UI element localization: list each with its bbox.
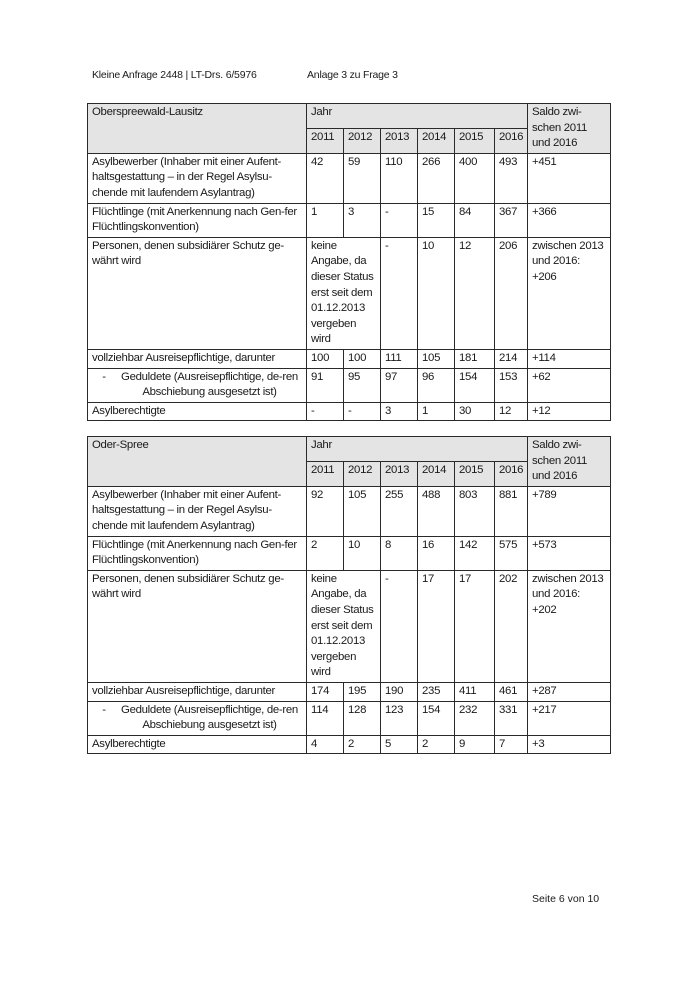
row-label: Asylberechtigte xyxy=(88,735,307,754)
saldo-cell: +114 xyxy=(528,349,611,368)
row-label: vollziehbar Ausreisepflichtige, darunter xyxy=(88,349,307,368)
year-header: 2012 xyxy=(344,128,381,153)
data-cell: 16 xyxy=(418,536,455,570)
data-cell: 12 xyxy=(495,402,528,421)
data-cell: 255 xyxy=(381,486,418,536)
status-note: keine Angabe, da dieser Status erst seit dem 01.12.2013 vergeben wird xyxy=(307,570,381,682)
year-header: 2016 xyxy=(495,461,528,486)
year-header: 2011 xyxy=(307,128,344,153)
data-cell: 4 xyxy=(307,735,344,754)
list-dash: - xyxy=(102,370,106,383)
data-cell: 235 xyxy=(418,682,455,701)
row-label: vollziehbar Ausreisepflichtige, darunter xyxy=(88,682,307,701)
data-cell: 30 xyxy=(455,402,495,421)
data-cell: 400 xyxy=(455,153,495,203)
year-group-header: Jahr xyxy=(307,104,528,129)
data-cell: 266 xyxy=(418,153,455,203)
saldo-cell: +789 xyxy=(528,486,611,536)
data-cell: 5 xyxy=(381,735,418,754)
data-cell: 42 xyxy=(307,153,344,203)
data-cell: 114 xyxy=(307,701,344,735)
table-row xyxy=(88,536,611,570)
table-header-row xyxy=(88,104,611,129)
data-cell: 2 xyxy=(344,735,381,754)
data-cell: 153 xyxy=(495,368,528,402)
data-cell: 174 xyxy=(307,682,344,701)
data-cell: 10 xyxy=(344,536,381,570)
data-cell: - xyxy=(381,570,418,682)
data-cell: 154 xyxy=(418,701,455,735)
saldo-cell: +12 xyxy=(528,402,611,421)
year-header: 2013 xyxy=(381,128,418,153)
year-header: 2015 xyxy=(455,128,495,153)
table-row xyxy=(88,203,611,237)
table-row xyxy=(88,368,611,402)
data-cell: 9 xyxy=(455,735,495,754)
data-cell: 123 xyxy=(381,701,418,735)
row-label: Asylbewerber (Inhaber mit einer Aufent-haltsgestattung – in der Regel Asylsu-chende mit laufendem Asylantrag) xyxy=(88,153,307,203)
table-row xyxy=(88,153,611,203)
row-label: Personen, denen subsidiärer Schutz ge-währt wird xyxy=(88,570,307,682)
saldo-cell: zwischen 2013 und 2016: +202 xyxy=(528,570,611,682)
district-name: Oberspreewald-Lausitz xyxy=(88,104,307,154)
data-cell: 493 xyxy=(495,153,528,203)
table-row xyxy=(88,701,611,735)
data-cell: 111 xyxy=(381,349,418,368)
header-attachment: Anlage 3 zu Frage 3 xyxy=(307,69,398,81)
data-cell: 154 xyxy=(455,368,495,402)
year-group-header: Jahr xyxy=(307,437,528,462)
year-header: 2014 xyxy=(418,128,455,153)
year-header: 2014 xyxy=(418,461,455,486)
data-cell: 105 xyxy=(418,349,455,368)
data-cell: 17 xyxy=(418,570,455,682)
year-header: 2011 xyxy=(307,461,344,486)
data-cell: 2 xyxy=(307,536,344,570)
data-cell: 59 xyxy=(344,153,381,203)
data-cell: 575 xyxy=(495,536,528,570)
year-header: 2015 xyxy=(455,461,495,486)
page-number: Seite 6 von 10 xyxy=(532,893,600,905)
data-cell: 100 xyxy=(307,349,344,368)
district-name: Oder-Spree xyxy=(88,437,307,487)
data-cell: 1 xyxy=(307,203,344,237)
row-label-indented xyxy=(88,368,307,402)
year-header: 2016 xyxy=(495,128,528,153)
data-cell: - xyxy=(381,237,418,349)
data-cell: 96 xyxy=(418,368,455,402)
data-cell: 411 xyxy=(455,682,495,701)
year-header: 2012 xyxy=(344,461,381,486)
data-cell: 8 xyxy=(381,536,418,570)
list-dash: - xyxy=(102,703,106,716)
data-cell: 15 xyxy=(418,203,455,237)
data-cell: 181 xyxy=(455,349,495,368)
data-cell: 142 xyxy=(455,536,495,570)
saldo-cell: +62 xyxy=(528,368,611,402)
row-label: Geduldete (Ausreisepflichtige, de-ren Abschiebung ausgesetzt ist) xyxy=(121,370,298,399)
saldo-cell: +3 xyxy=(528,735,611,754)
saldo-cell: +573 xyxy=(528,536,611,570)
saldo-cell: +217 xyxy=(528,701,611,735)
data-cell: 10 xyxy=(418,237,455,349)
data-cell: - xyxy=(381,203,418,237)
data-cell: 3 xyxy=(381,402,418,421)
table-row xyxy=(88,402,611,421)
district-table xyxy=(87,103,611,421)
year-header: 2013 xyxy=(381,461,418,486)
data-cell: 105 xyxy=(344,486,381,536)
table-row xyxy=(88,349,611,368)
data-cell: - xyxy=(344,402,381,421)
saldo-cell: +287 xyxy=(528,682,611,701)
data-cell: 95 xyxy=(344,368,381,402)
data-cell: 331 xyxy=(495,701,528,735)
row-label: Asylbewerber (Inhaber mit einer Aufent-haltsgestattung – in der Regel Asylsu-chende mit laufendem Asylantrag) xyxy=(88,486,307,536)
row-label: Personen, denen subsidiärer Schutz ge-währt wird xyxy=(88,237,307,349)
table-row xyxy=(88,237,611,349)
row-label: Flüchtlinge (mit Anerkennung nach Gen-fer Flüchtlingskonvention) xyxy=(88,536,307,570)
data-cell: 190 xyxy=(381,682,418,701)
data-cell: 206 xyxy=(495,237,528,349)
saldo-header: Saldo zwi-schen 2011 und 2016 xyxy=(528,437,611,487)
data-cell: 128 xyxy=(344,701,381,735)
data-cell: 3 xyxy=(344,203,381,237)
row-label: Flüchtlinge (mit Anerkennung nach Gen-fer Flüchtlingskonvention) xyxy=(88,203,307,237)
row-label: Asylberechtigte xyxy=(88,402,307,421)
data-cell: 92 xyxy=(307,486,344,536)
data-cell: 2 xyxy=(418,735,455,754)
table-row xyxy=(88,486,611,536)
table-header-row xyxy=(88,437,611,462)
data-cell: - xyxy=(307,402,344,421)
data-cell: 84 xyxy=(455,203,495,237)
saldo-cell: zwischen 2013 und 2016: +206 xyxy=(528,237,611,349)
data-cell: 91 xyxy=(307,368,344,402)
table-row xyxy=(88,682,611,701)
data-cell: 367 xyxy=(495,203,528,237)
data-cell: 803 xyxy=(455,486,495,536)
data-cell: 488 xyxy=(418,486,455,536)
saldo-cell: +366 xyxy=(528,203,611,237)
data-cell: 7 xyxy=(495,735,528,754)
table-row xyxy=(88,570,611,682)
row-label: Geduldete (Ausreisepflichtige, de-ren Abschiebung ausgesetzt ist) xyxy=(121,703,298,732)
district-table xyxy=(87,436,611,754)
data-cell: 232 xyxy=(455,701,495,735)
data-cell: 1 xyxy=(418,402,455,421)
data-cell: 97 xyxy=(381,368,418,402)
data-cell: 214 xyxy=(495,349,528,368)
row-label-indented xyxy=(88,701,307,735)
header-reference: Kleine Anfrage 2448 | LT-Drs. 6/5976 xyxy=(92,69,257,81)
data-cell: 195 xyxy=(344,682,381,701)
saldo-cell: +451 xyxy=(528,153,611,203)
data-cell: 17 xyxy=(455,570,495,682)
data-cell: 100 xyxy=(344,349,381,368)
table-row xyxy=(88,735,611,754)
status-note: keine Angabe, da dieser Status erst seit dem 01.12.2013 vergeben wird xyxy=(307,237,381,349)
saldo-header: Saldo zwi-schen 2011 und 2016 xyxy=(528,104,611,154)
data-cell: 881 xyxy=(495,486,528,536)
data-cell: 12 xyxy=(455,237,495,349)
data-cell: 461 xyxy=(495,682,528,701)
data-cell: 110 xyxy=(381,153,418,203)
data-cell: 202 xyxy=(495,570,528,682)
